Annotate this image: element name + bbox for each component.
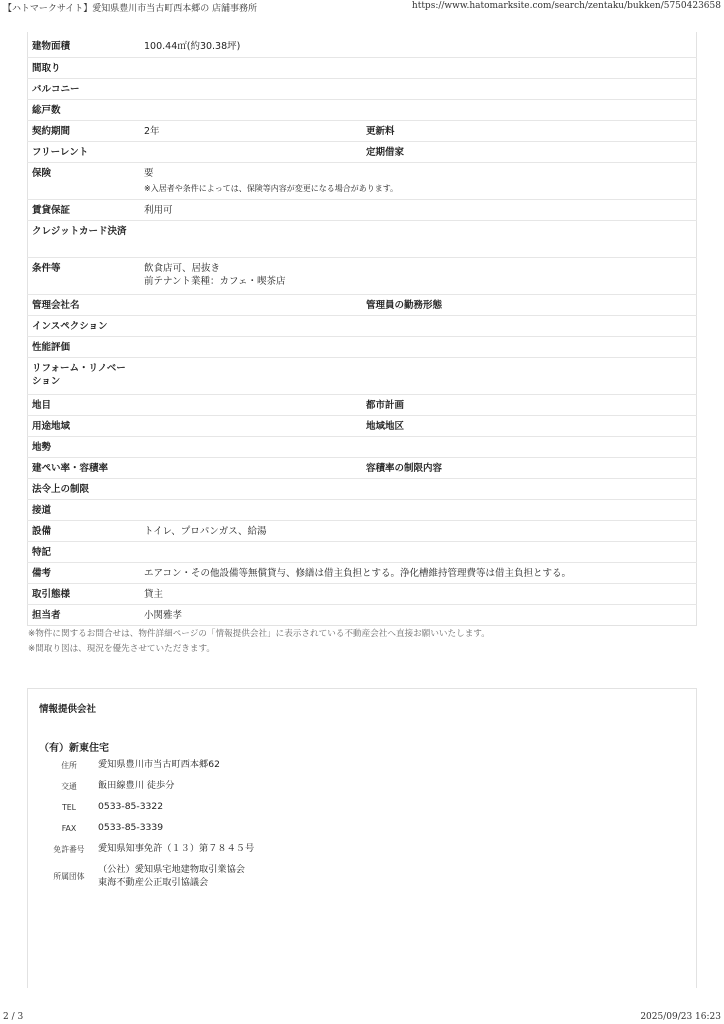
spec-label: バルコニー [27,78,139,99]
company-name: （有）新東住宅 [39,743,109,754]
table-row [27,357,697,394]
table-row [27,394,697,415]
spec-value: トイレ、プロパンガス、給湯 [139,520,697,541]
table-row [27,499,697,520]
spec-label: 性能評価 [27,336,139,357]
company-row [42,800,254,821]
table-row [27,583,697,604]
page-title: 【ハトマークサイト】愛知県豊川市当古町西本郷の 店舗事務所 [3,4,258,14]
company-row [42,821,254,842]
disclaimer-note: ※物件に関するお問合せは、物件詳細ページの「情報提供会社」に表示されている不動産会社へ直接お願いいたします。 [28,629,490,639]
spec-value [139,336,697,357]
print-footer [0,1010,724,1024]
spec-label: 建ぺい率・容積率 [27,457,139,478]
spec-label: 更新料 [361,120,473,141]
table-row [27,36,697,57]
table-row [27,604,697,625]
spec-label: 地目 [27,394,139,415]
spec-value: 2年 [139,120,361,141]
table-row [27,436,697,457]
company-access-label: 交通 [61,782,77,791]
spec-label: 建物面積 [27,36,139,57]
spec-label: 契約期間 [27,120,139,141]
company-fax: 0533-85-3339 [98,822,164,833]
spec-value [139,78,697,99]
company-details [42,758,254,893]
conditions-line-2: 前テナント業種：カフェ・喫茶店 [144,275,286,287]
spec-value [139,478,697,499]
table-row [27,141,697,162]
table-row [27,220,697,257]
disclaimer-note: ※間取り図は、現況を優先させていただきます。 [28,644,215,654]
spec-value: 貸主 [139,583,697,604]
table-row [27,562,697,583]
spec-value [139,141,361,162]
table-row [27,99,697,120]
spec-value: 小関雅孝 [144,609,183,621]
spec-value [139,162,697,199]
spec-value [139,99,697,120]
spec-value [139,220,697,257]
company-row [42,758,254,779]
insurance-value: 要 [144,167,154,179]
spec-value [473,394,697,415]
company-address: 愛知県豊川市当古町西本郷62 [98,759,220,770]
spec-label: 総戸数 [27,99,139,120]
spec-value [473,457,697,478]
company-association [96,863,254,893]
spec-value [473,120,697,141]
spec-label: 設備 [27,520,139,541]
spec-label: 定期借家 [361,141,473,162]
spec-label: リフォーム・リノベーション [27,357,139,394]
disclaimer-notes [28,627,490,657]
spec-value [139,357,697,394]
table-row [27,294,697,315]
spec-label: 特記 [27,541,139,562]
company-address-label: 住所 [61,761,77,770]
spec-label: 地域地区 [361,415,473,436]
spec-label: 保険 [27,162,139,199]
spec-label: 地勢 [27,436,139,457]
print-datetime: 2025/09/23 16:23 [640,1012,721,1022]
page-number: 2 / 3 [3,1012,24,1022]
conditions-line-1: 飲食店可、居抜き [144,262,221,274]
company-license: 愛知県知事免許（１３）第７８４５号 [98,843,255,854]
company-association-label: 所属団体 [53,872,85,881]
print-header [0,0,724,14]
spec-label: 担当者 [32,609,61,621]
spec-value [139,315,697,336]
spec-table [27,36,697,625]
company-tel: 0533-85-3322 [98,801,164,812]
spec-value [473,141,697,162]
spec-label: 賃貸保証 [27,199,139,220]
spec-value [139,436,697,457]
spec-label: インスペクション [27,315,139,336]
table-row [27,478,697,499]
spec-value [473,415,697,436]
table-row [27,457,697,478]
spec-label: 管理員の勤務形態 [361,294,473,315]
spec-label: 管理会社名 [27,294,139,315]
table-row [27,257,697,294]
spec-value [139,57,697,78]
table-row [27,520,697,541]
spec-value [473,294,697,315]
table-row [27,199,697,220]
insurance-note: ※入居者や条件によっては、保険等内容が変更になる場合があります。 [144,183,399,193]
table-row [27,57,697,78]
company-tel-label: TEL [61,803,77,812]
table-row [27,162,697,199]
company-association-1: （公社）愛知県宅地建物取引業協会 [98,864,245,875]
table-row [27,415,697,436]
spec-label: 容積率の制限内容 [361,457,473,478]
company-row [42,842,254,863]
table-row [27,120,697,141]
spec-label: 接道 [27,499,139,520]
company-access: 飯田線豊川 徒歩分 [98,780,175,791]
spec-label: 用途地域 [27,415,139,436]
spec-value [139,499,697,520]
spec-label: クレジットカード決済 [27,220,139,257]
company-license-label: 免許番号 [53,845,85,854]
company-association-2: 東海不動産公正取引協議会 [98,877,209,888]
spec-label: 条件等 [27,257,139,294]
spec-label: フリーレント [27,141,139,162]
spec-label: 都市計画 [361,394,473,415]
table-row [27,336,697,357]
page-url: https://www.hatomarksite.com/search/zentaku/bukken/5750423658 [411,1,721,11]
spec-value [139,394,361,415]
spec-value: 100.44㎡(約30.38坪) [139,36,697,57]
spec-label: 法令上の制限 [27,478,139,499]
company-fax-label: FAX [61,824,77,833]
spec-label: 取引態様 [27,583,139,604]
table-row [27,541,697,562]
table-row [27,78,697,99]
spec-label: 備考 [27,562,139,583]
company-section-heading: 情報提供会社 [39,704,97,715]
spec-value [139,541,697,562]
spec-value: エアコン・その他設備等無償貸与、修繕は借主負担とする。浄化槽維持管理費等は借主負担とする。 [139,562,697,583]
company-row [42,863,254,893]
spec-label: 間取り [27,57,139,78]
spec-value [139,415,361,436]
spec-value [139,257,697,294]
spec-value [139,294,361,315]
company-row [42,779,254,800]
company-info-panel [27,688,697,988]
spec-value [139,457,361,478]
table-row [27,315,697,336]
spec-value: 利用可 [139,199,697,220]
